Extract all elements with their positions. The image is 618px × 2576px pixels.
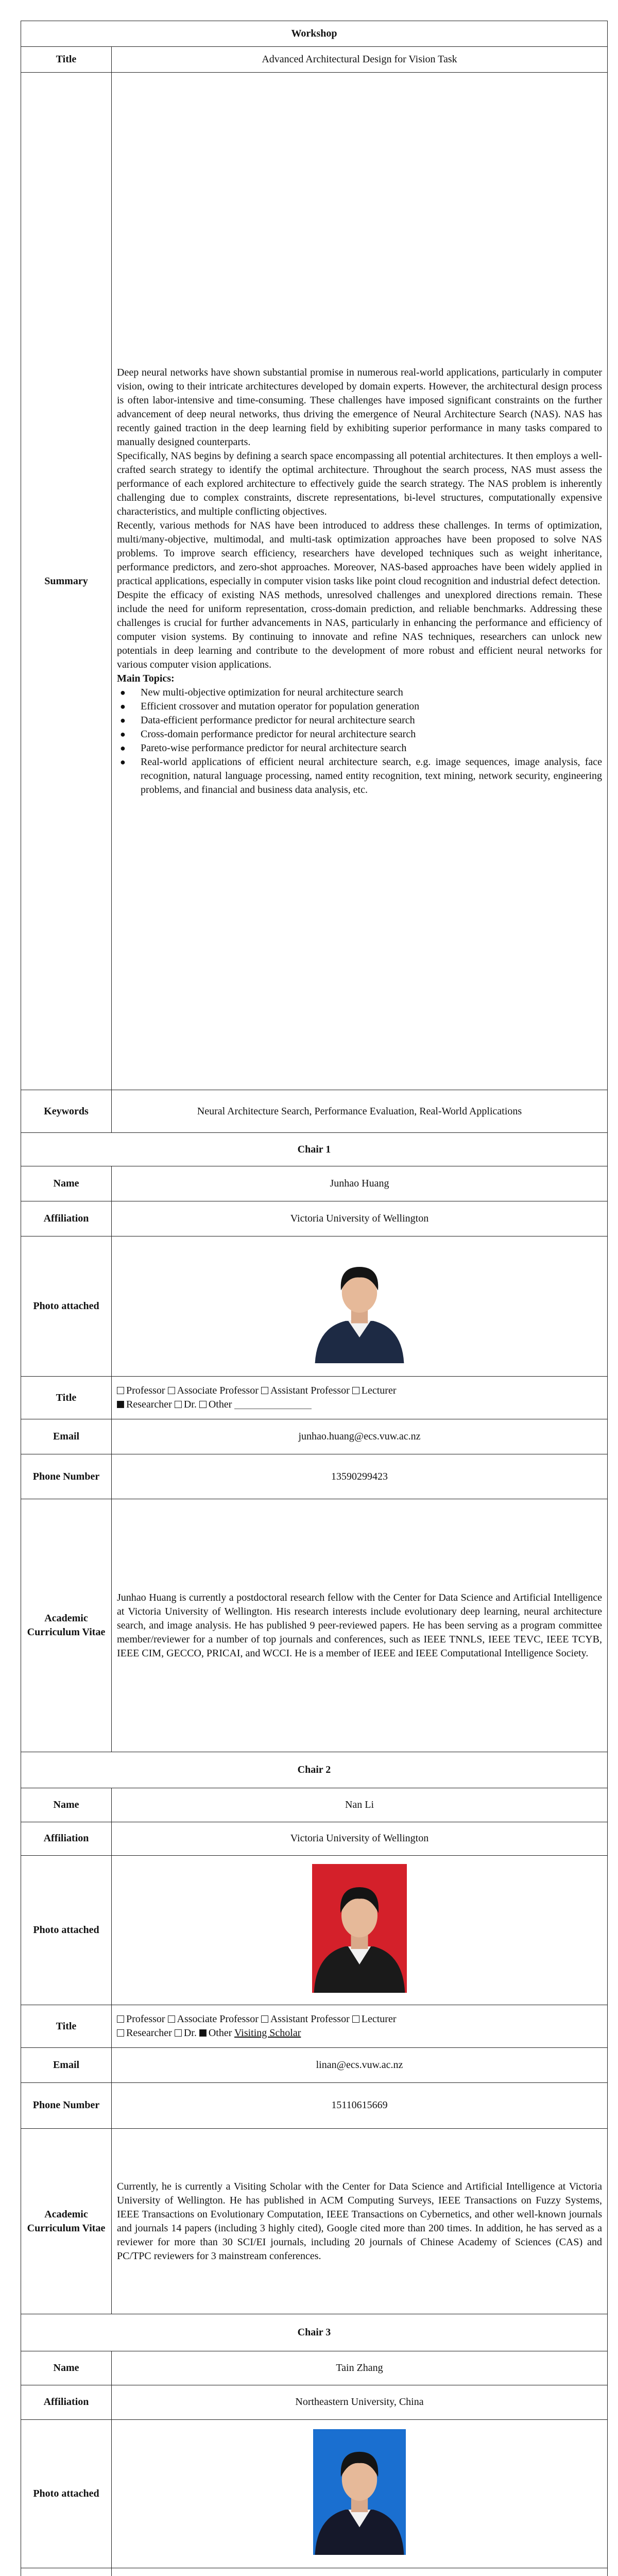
chair-title-row <box>21 1377 608 1419</box>
workshop-header-row <box>21 21 608 47</box>
title-label: Title <box>21 47 112 73</box>
lecturer-option: Lecturer <box>361 1385 397 1397</box>
chair-name-row <box>21 2351 608 2385</box>
chair-email-row <box>21 1419 608 1454</box>
chair-email: junhao.huang@ecs.vuw.ac.nz <box>112 1419 608 1454</box>
assistant-professor-option: Assistant Professor <box>270 2013 350 2025</box>
topics-list <box>117 686 602 797</box>
topic-item: ● Real-world applications of efficient neural architecture search, e.g. image sequences, image analysis, face recognition, natural language processing, named entity recognition, text mining, network security, engineering problems, and financial and business data analysis, etc. <box>133 755 602 797</box>
chair-photo <box>313 2429 406 2555</box>
chair-phone-row <box>21 1454 608 1499</box>
other-blank[interactable] <box>234 1400 312 1409</box>
photo-label: Photo attached <box>21 1855 112 2005</box>
chair-photo-row <box>21 2420 608 2568</box>
chair-affiliation-row <box>21 1822 608 1855</box>
topic-item: ● Pareto-wise performance predictor for neural architecture search <box>133 741 602 755</box>
professor-checkbox[interactable] <box>117 2015 124 2023</box>
chair-name: Nan Li <box>112 1788 608 1822</box>
chair-cv: Junhao Huang is currently a postdoctoral research fellow with the Center for Data Science and Artificial Intelligence at Victoria University of Wellington. His research interests include evolutionary deep learning, neural architecture search, and image analysis. He has published 9 peer-reviewed papers. He has been serving as a program committee member/reviewer for a number of top journals and conferences, such as IEEE TNNLS, IEEE TEVC, IEEE TCYB, IEEE CIM, GECCO, PRICAI, and WCCI. He is a member of IEEE and IEEE Computational Intelligence Society. <box>112 1499 608 1752</box>
chair-header-row <box>21 1133 608 1166</box>
associate-professor-checkbox[interactable] <box>168 2015 175 2023</box>
chair-photo <box>312 1864 407 1993</box>
professor-option: Professor <box>126 2013 165 2025</box>
other-value: Visiting Scholar <box>234 2027 301 2039</box>
chair-name-row <box>21 1166 608 1201</box>
researcher-option: Researcher <box>126 1399 172 1411</box>
photo-label: Photo attached <box>21 2420 112 2568</box>
lecturer-checkbox[interactable] <box>352 1387 359 1394</box>
summary-paragraph: Recently, various methods for NAS have been introduced to address these challenges. In terms of optimization, multi/many-objective, multimodal, and multi-task optimization approaches have been proposed to solve NAS problems. To improve search efficiency, researchers have developed techniques such as weight inheritance, performance predictors, and zero-shot approaches. Moreover, NAS-based approaches have been widely applied in practical applications, especially in computer vision tasks like point cloud recognition and industrial defect detection. <box>117 519 602 587</box>
chair-cv: Currently, he is currently a Visiting Scholar with the Center for Data Science and Artificial Intelligence at Victoria University of Wellington. He has published in ACM Computing Surveys, IEEE Transactions on Fuzzy Systems, IEEE Transactions on Evolutionary Computation, IEEE Transactions on Cybernetics, and other well-known journals and journals 14 papers (including 3 highly cited), Google cited more than 200 times. In addition, he has served as a reviewer for more than 30 SCI/EI journals, including 20 journals of Chinese Academy of Sciences (CAS) and PC/TPC reviewers for 3 mainstream conferences. <box>112 2129 608 2314</box>
photo-cell <box>112 2420 608 2568</box>
other-option: Other <box>208 2027 232 2039</box>
topic-item: ● New multi-objective optimization for neural architecture search <box>133 686 602 700</box>
other-option: Other <box>208 1399 232 1411</box>
chair-name: Tain Zhang <box>112 2351 608 2385</box>
associate-professor-option: Associate Professor <box>177 2013 259 2025</box>
title-options-line-1 <box>117 2012 602 2026</box>
summary-paragraph: Deep neural networks have shown substantial promise in numerous real-world applications, particularly in computer vision, owing to their intricate architectures developed by domain experts. However, the architectural design process is often labor-intensive and time-consuming. These challenges have imposed significant constraints on the further advancement of deep neural networks, thus driving the emergence of Neural Architecture Search (NAS). NAS has recently gained traction in the deep learning field by exhibiting superior performance in many tasks compared to manually designed counterparts. <box>117 366 602 448</box>
other-checkbox[interactable] <box>199 1401 207 1408</box>
title-options-line-2 <box>117 1398 602 1412</box>
portrait-image <box>312 1864 407 1993</box>
other-checkbox-checked[interactable] <box>199 2029 207 2037</box>
chair-affiliation-row <box>21 1201 608 1236</box>
title-role-label: Title <box>21 2005 112 2048</box>
chair-email: linan@ecs.vuw.ac.nz <box>112 2048 608 2083</box>
professor-checkbox[interactable] <box>117 1387 124 1394</box>
assistant-professor-checkbox[interactable] <box>261 2015 268 2023</box>
title-checkboxes <box>112 1377 608 1419</box>
title-role-label: Title <box>21 1377 112 1419</box>
keywords-value: Neural Architecture Search, Performance Evaluation, Real-World Applications <box>112 1090 608 1133</box>
photo-label: Photo attached <box>21 1236 112 1377</box>
phone-label: Phone Number <box>21 2082 112 2128</box>
chair-phone: 15110615669 <box>112 2082 608 2128</box>
workshop-header: Workshop <box>21 21 608 47</box>
chair-affiliation: Northeastern University, China <box>112 2385 608 2420</box>
chair-affiliation: Victoria University of Wellington <box>112 1201 608 1236</box>
workshop-title-row <box>21 47 608 73</box>
keywords-label: Keywords <box>21 1090 112 1133</box>
chair-photo-row <box>21 1855 608 2005</box>
title-checkboxes <box>112 2005 608 2048</box>
assistant-professor-option: Assistant Professor <box>270 1385 350 1397</box>
title-role-label <box>21 2568 112 2576</box>
name-label: Name <box>21 1166 112 1201</box>
dr-option: Dr. <box>183 2027 197 2039</box>
photo-cell <box>112 1855 608 2005</box>
dr-checkbox[interactable] <box>175 1401 182 1408</box>
portrait-image <box>313 1246 406 1363</box>
chair-header-row <box>21 1752 608 1788</box>
affiliation-label: Affiliation <box>21 1201 112 1236</box>
lecturer-option: Lecturer <box>361 2013 397 2025</box>
chair-phone-row <box>21 2082 608 2128</box>
lecturer-checkbox[interactable] <box>352 2015 359 2023</box>
chair-affiliation: Victoria University of Wellington <box>112 1822 608 1855</box>
summary-row <box>21 73 608 1090</box>
topic-item: ● Cross-domain performance predictor for neural architecture search <box>133 727 602 741</box>
workshop-title: Advanced Architectural Design for Vision Task <box>112 47 608 73</box>
associate-professor-option: Associate Professor <box>177 1385 259 1397</box>
professor-option: Professor <box>126 1385 165 1397</box>
topic-item: ● Efficient crossover and mutation operator for population generation <box>133 700 602 714</box>
dr-option: Dr. <box>183 1399 197 1411</box>
associate-professor-checkbox[interactable] <box>168 1387 175 1394</box>
chair-name: Junhao Huang <box>112 1166 608 1201</box>
workshop-proposal-form <box>21 21 608 2576</box>
chair-title-row <box>21 2005 608 2048</box>
photo-cell <box>112 1236 608 1377</box>
researcher-checkbox[interactable] <box>117 2029 124 2037</box>
chair-title-row <box>21 2568 608 2576</box>
researcher-option: Researcher <box>126 2027 172 2039</box>
summary-paragraph: Specifically, NAS begins by defining a search space encompassing all potential architectures. It then employs a well-crafted search strategy to identify the optimal architecture. Throughout the search process, NAS must assess the performance of each explored architecture to effectively guide the search strategy. The NAS problem is inherently challenging due to complex constraints, discrete representations, bi-level structures, computationally expensive characteristics, and multiple conflicting objectives. <box>117 450 602 517</box>
name-label: Name <box>21 1788 112 1822</box>
chair-header: Chair 1 <box>21 1133 608 1166</box>
chair-name-row <box>21 1788 608 1822</box>
title-checkboxes <box>112 2568 608 2576</box>
phone-label: Phone Number <box>21 1454 112 1499</box>
chair-header: Chair 2 <box>21 1752 608 1788</box>
cv-label: Academic Curriculum Vitae <box>21 1499 112 1752</box>
chair-affiliation-row <box>21 2385 608 2420</box>
summary-paragraph: Despite the efficacy of existing NAS methods, unresolved challenges and unexplored directions remain. These include the need for uniform representation, cross-domain prediction, and reliable benchmarks. Addressing these challenges is crucial for further advancements in NAS, particularly in enhancing the performance and efficiency of computer vision systems. By continuing to innovate and refine NAS techniques, researchers can unlock new potentials in deep learning and contribute to the development of more robust and efficient neural networks for various computer vision applications. <box>117 589 602 670</box>
topic-item: ● Data-efficient performance predictor for neural architecture search <box>133 714 602 727</box>
chair-header-row <box>21 2314 608 2351</box>
chair-cv-row <box>21 2129 608 2314</box>
main-topics-heading: Main Topics: <box>117 672 175 684</box>
title-options-line-1 <box>117 1384 602 1398</box>
email-label: Email <box>21 1419 112 1454</box>
chair-photo <box>313 1246 406 1363</box>
summary-body <box>112 73 608 1090</box>
dr-checkbox[interactable] <box>175 2029 182 2037</box>
cv-label: Academic Curriculum Vitae <box>21 2129 112 2314</box>
chair-photo-row <box>21 1236 608 1377</box>
chair-cv-row <box>21 1499 608 1752</box>
affiliation-label: Affiliation <box>21 2385 112 2420</box>
name-label: Name <box>21 2351 112 2385</box>
assistant-professor-checkbox[interactable] <box>261 1387 268 1394</box>
portrait-image <box>313 2429 406 2555</box>
summary-label: Summary <box>21 73 112 1090</box>
chair-header: Chair 3 <box>21 2314 608 2351</box>
researcher-checkbox-checked[interactable] <box>117 1401 124 1408</box>
affiliation-label: Affiliation <box>21 1822 112 1855</box>
chair-phone: 13590299423 <box>112 1454 608 1499</box>
email-label: Email <box>21 2048 112 2083</box>
chair-email-row <box>21 2048 608 2083</box>
keywords-row <box>21 1090 608 1133</box>
title-options-line-2 <box>117 2026 602 2040</box>
